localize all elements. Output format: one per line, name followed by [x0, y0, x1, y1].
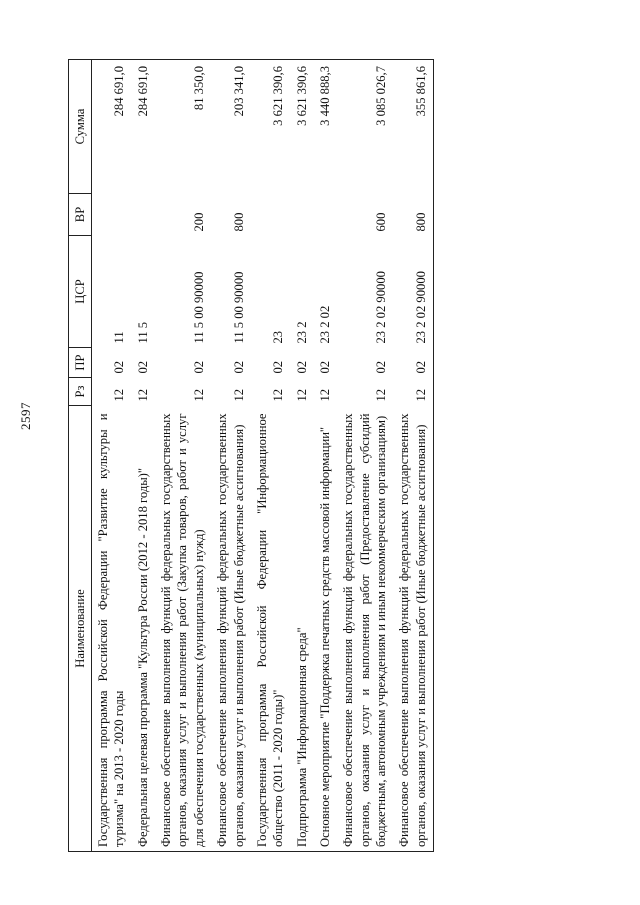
- row-sum: 203 341,0: [211, 60, 251, 194]
- row-rz: 12: [191, 388, 206, 402]
- row-name: Государственная программа Российской Федерации "Информационное общество (2011 - 2020 годы)": [251, 406, 291, 852]
- row-vr: 600: [374, 212, 389, 232]
- row-sum: 355 861,6: [393, 60, 433, 194]
- table-row: [155, 60, 211, 852]
- table-row: [337, 60, 393, 852]
- row-vr: 800: [393, 194, 433, 236]
- row-csr: 11 5 00 90000: [191, 271, 206, 344]
- table-row: [291, 60, 314, 852]
- row-rz: 12: [112, 388, 127, 402]
- row-name: Финансовое обеспечение выполнения функций федеральных государственных органов, оказания услуг и выполнения работ (Предоставление субсидий бюджетным, автономным учреждениям и иным некоммерческим организациям): [337, 406, 393, 852]
- row-sum: 81 350,0: [155, 60, 211, 194]
- row-pr: 02: [294, 360, 309, 374]
- table-row: [92, 60, 132, 852]
- row-rz: 12: [231, 388, 246, 402]
- table-row: [251, 60, 291, 852]
- row-name: Финансовое обеспечение выполнения функций федеральных государственных органов, оказания услуг и выполнения работ (Иные бюджетные ассигнования): [393, 406, 433, 852]
- row-vr: [314, 194, 337, 236]
- row-name: Государственная программа Российской Федерации "Развитие культуры и туризма" на 2013 - 2020 годы: [92, 406, 132, 852]
- row-sum: 284 691,0: [92, 60, 132, 194]
- header-name: Наименование: [69, 406, 92, 852]
- row-csr: 23 2 02: [317, 305, 332, 344]
- row-pr: 02: [374, 360, 389, 374]
- row-sum: 3 085 026,7: [337, 60, 393, 194]
- row-pr: 02: [393, 348, 433, 378]
- row-name: Финансовое обеспечение выполнения функций федеральных государственных органов, оказания услуг и выполнения работ (Закупка товаров, работ и услуг для обеспечения государственных (муниципальных) нужд): [155, 406, 211, 852]
- header-sum: Сумма: [69, 60, 92, 194]
- row-csr: 23 2 02 90000: [374, 271, 389, 344]
- row-rz: 12: [135, 388, 150, 402]
- row-csr: 23 2: [294, 321, 309, 344]
- table-row: [211, 60, 251, 852]
- row-csr: 11: [112, 331, 127, 344]
- row-sum: 284 691,0: [132, 60, 155, 194]
- row-csr: 23: [271, 330, 286, 344]
- header-rz: Рз: [69, 378, 92, 406]
- budget-table: [68, 59, 434, 852]
- header-csr: ЦСР: [69, 236, 92, 348]
- row-csr: 23 2 02 90000: [393, 236, 433, 348]
- page-number: 2597: [18, 402, 33, 430]
- row-csr: 11 5: [135, 321, 150, 344]
- row-sum: 3 621 390,6: [291, 60, 314, 194]
- row-sum: 3 440 888,3: [314, 60, 337, 194]
- row-vr: [132, 194, 155, 236]
- header-pr: ПР: [69, 348, 92, 378]
- table-row: [132, 60, 155, 852]
- row-pr: 02: [191, 360, 206, 374]
- row-rz: 12: [393, 378, 433, 406]
- table-row: [393, 60, 433, 852]
- row-name: Федеральная целевая программа "Культура России (2012 - 2018 годы)": [132, 406, 155, 852]
- table-row: [314, 60, 337, 852]
- row-rz: 12: [271, 388, 286, 402]
- row-pr: 02: [271, 360, 286, 374]
- row-vr: [251, 194, 291, 236]
- row-name: Основное мероприятие "Поддержка печатных средств массовой информации": [314, 406, 337, 852]
- row-name: Финансовое обеспечение выполнения функций федеральных государственных органов, оказания услуг и выполнения работ (Иные бюджетные ассигнования): [211, 406, 251, 852]
- row-rz: 12: [317, 388, 332, 402]
- row-sum: 3 621 390,6: [251, 60, 291, 194]
- row-vr: [291, 194, 314, 236]
- row-rz: 12: [294, 388, 309, 402]
- header-vr: ВР: [69, 194, 92, 236]
- row-vr: [92, 194, 132, 236]
- row-vr: 800: [231, 212, 246, 232]
- table-header-row: [69, 60, 92, 852]
- row-pr: 02: [231, 360, 246, 374]
- row-csr: 11 5 00 90000: [231, 271, 246, 344]
- budget-table-sheet: [68, 60, 588, 852]
- row-vr: 200: [191, 212, 206, 232]
- row-rz: 12: [374, 388, 389, 402]
- row-pr: 02: [317, 360, 332, 374]
- row-pr: 02: [135, 360, 150, 374]
- row-pr: 02: [112, 360, 127, 374]
- row-name: Подпрограмма "Информационная среда": [291, 406, 314, 852]
